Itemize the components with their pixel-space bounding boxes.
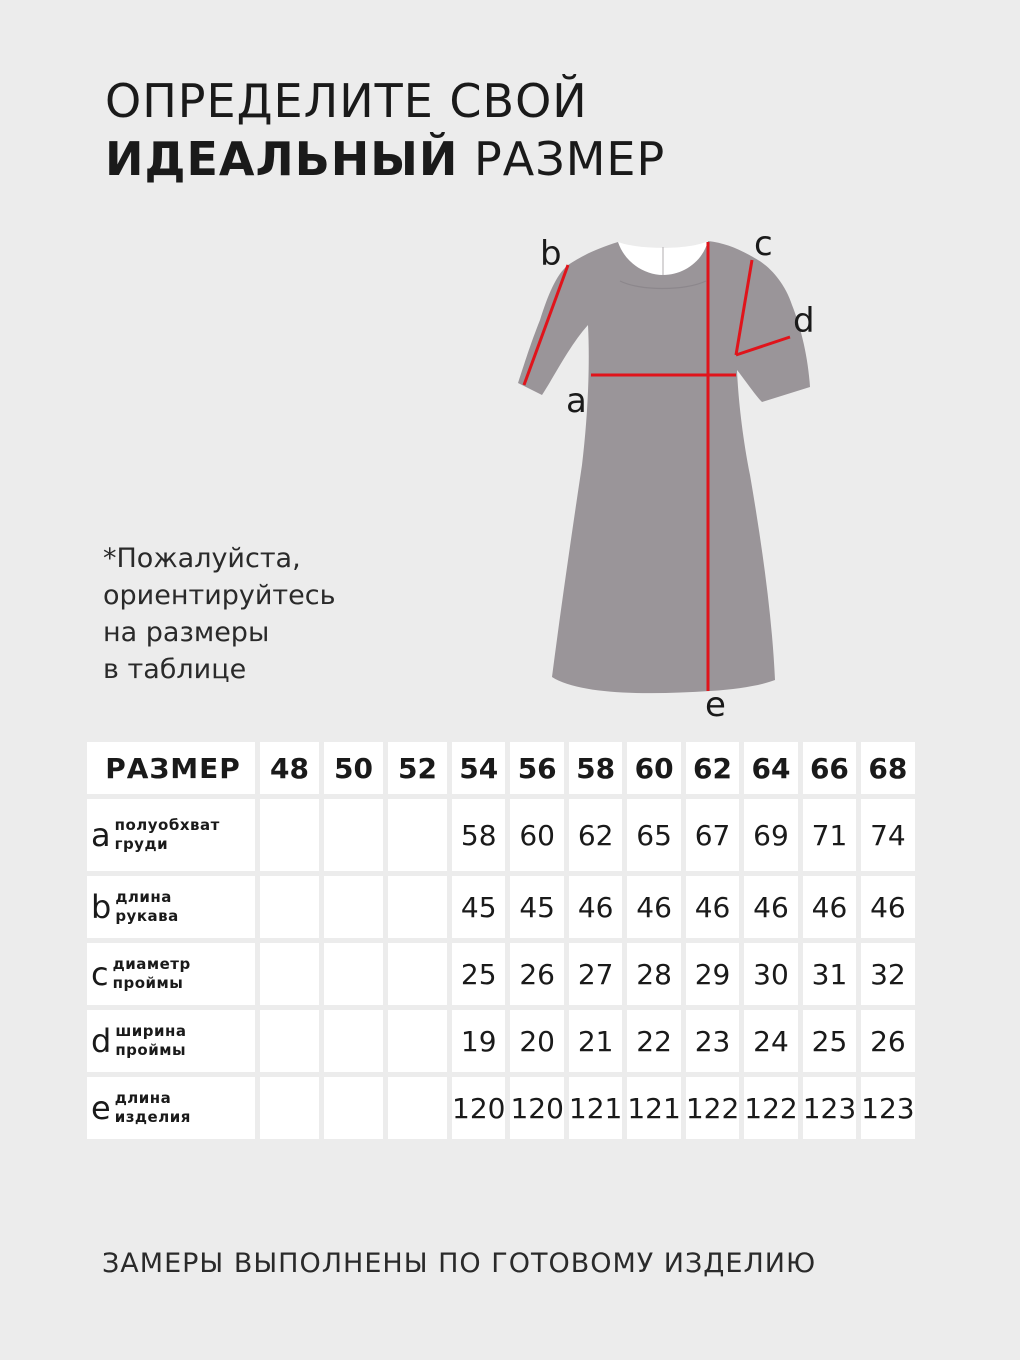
table-cell: 122 [744,1077,797,1139]
table-cell [388,1010,447,1072]
size-header: 56 [510,742,563,794]
table-cell: 19 [452,1010,505,1072]
table-cell: 29 [686,943,739,1005]
title-bold: ИДЕАЛЬНЫЙ [105,132,459,186]
table-cell: 120 [510,1077,563,1139]
size-header: 62 [686,742,739,794]
row-desc: длина [114,1089,172,1107]
row-letter: a [91,816,111,854]
table-cell: 24 [744,1010,797,1072]
table-cell: 74 [861,799,914,871]
table-cell: 123 [861,1077,914,1139]
table-row [87,799,915,871]
table-cell: 123 [803,1077,856,1139]
header-label: РАЗМЕР [87,742,255,794]
dress-diagram [500,225,840,725]
row-label [87,876,255,938]
row-label [87,1077,255,1139]
size-header: 64 [744,742,797,794]
row-desc: диаметр [112,955,191,973]
diagram-label-a: a [566,381,587,421]
row-letter: d [91,1022,112,1060]
size-header: 52 [388,742,447,794]
table-cell [324,1077,383,1139]
table-cell: 120 [452,1077,505,1139]
row-label [87,799,255,871]
size-header: 66 [803,742,856,794]
table-cell [388,943,447,1005]
table-row [87,876,915,938]
table-cell [388,799,447,871]
row-letter: c [91,955,109,993]
table-cell: 23 [686,1010,739,1072]
table-cell: 62 [569,799,622,871]
title-normal: РАЗМЕР [474,132,666,186]
size-header: 50 [324,742,383,794]
dress-silhouette [518,241,810,693]
note-line: *Пожалуйста, [103,543,301,574]
table-cell [324,1010,383,1072]
table-cell: 46 [627,876,680,938]
table-cell: 45 [510,876,563,938]
table-cell [260,1077,319,1139]
title-line-1: ОПРЕДЕЛИТЕ СВОЙ [105,74,588,128]
row-desc: длина [115,888,172,906]
table-cell: 27 [569,943,622,1005]
table-cell: 46 [744,876,797,938]
table-cell [324,943,383,1005]
size-header: 58 [569,742,622,794]
table-cell: 65 [627,799,680,871]
row-desc: проймы [115,1041,187,1059]
row-desc: изделия [114,1108,191,1126]
table-cell: 60 [510,799,563,871]
table-cell: 28 [627,943,680,1005]
table-cell [260,943,319,1005]
table-cell: 30 [744,943,797,1005]
note-line: ориентируйтесь [103,580,336,611]
table-cell [260,1010,319,1072]
row-label [87,1010,255,1072]
diagram-label-d: d [793,301,815,341]
table-cell [260,799,319,871]
table-cell: 46 [803,876,856,938]
table-header-row [87,742,915,794]
table-cell: 45 [452,876,505,938]
table-row [87,1077,915,1139]
footer-note: ЗАМЕРЫ ВЫПОЛНЕНЫ ПО ГОТОВОМУ ИЗДЕЛИЮ [102,1248,817,1279]
size-table [82,737,920,1144]
row-desc: рукава [115,907,179,925]
table-cell: 122 [686,1077,739,1139]
table-cell: 22 [627,1010,680,1072]
size-header: 48 [260,742,319,794]
table-cell: 32 [861,943,914,1005]
size-header: 60 [627,742,680,794]
diagram-label-e: e [705,685,726,725]
table-cell [260,876,319,938]
table-cell [388,1077,447,1139]
table-row [87,1010,915,1072]
diagram-label-c: c [754,225,773,264]
row-desc: груди [114,835,169,853]
size-header: 68 [861,742,914,794]
table-cell: 26 [510,943,563,1005]
table-cell: 26 [861,1010,914,1072]
table-cell: 67 [686,799,739,871]
table-cell [324,876,383,938]
size-note [103,540,336,688]
table-cell: 69 [744,799,797,871]
note-line: в таблице [103,654,247,685]
table-row [87,943,915,1005]
diagram-label-b: b [540,234,562,274]
table-cell: 46 [861,876,914,938]
note-line: на размеры [103,617,270,648]
size-header: 54 [452,742,505,794]
row-letter: b [91,888,112,926]
table-cell: 31 [803,943,856,1005]
row-letter: e [91,1089,111,1127]
table-cell: 46 [569,876,622,938]
row-desc: проймы [112,974,184,992]
table-cell: 58 [452,799,505,871]
title-line-2 [105,134,665,185]
table-cell: 25 [803,1010,856,1072]
table-cell: 121 [627,1077,680,1139]
table-cell: 46 [686,876,739,938]
table-cell: 25 [452,943,505,1005]
table-cell [324,799,383,871]
table-cell: 20 [510,1010,563,1072]
table-cell: 71 [803,799,856,871]
row-desc: полуобхват [114,816,220,834]
row-desc: ширина [115,1022,187,1040]
table-cell: 121 [569,1077,622,1139]
table-cell [388,876,447,938]
row-label [87,943,255,1005]
table-cell: 21 [569,1010,622,1072]
